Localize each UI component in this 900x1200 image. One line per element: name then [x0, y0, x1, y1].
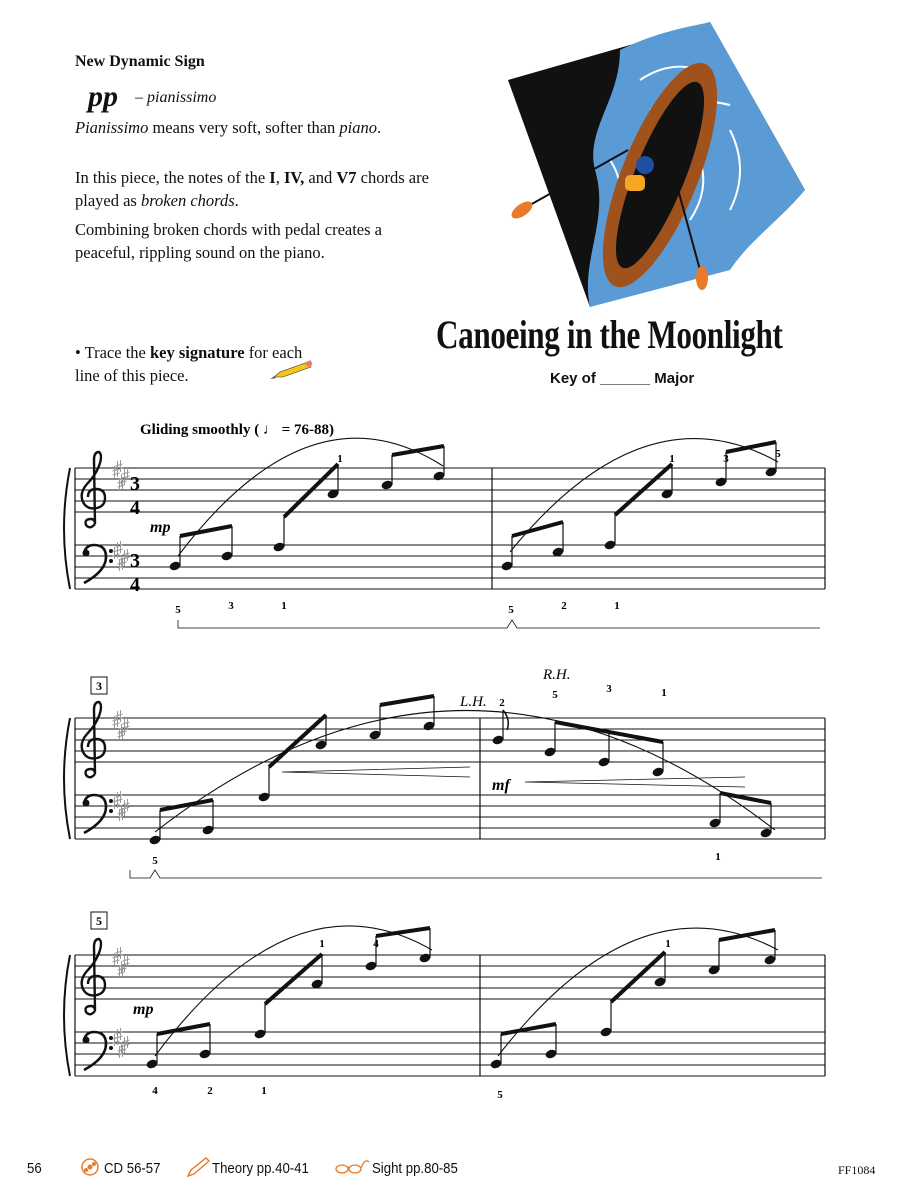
finger-number: 2: [561, 600, 567, 612]
text-run: broken chords: [140, 191, 235, 210]
note-beam: [512, 522, 563, 536]
text-run: chords are played as: [75, 168, 429, 210]
phrase-slur: [510, 439, 778, 552]
bass-clef-icon: [83, 1037, 90, 1044]
bass-clef-icon: [109, 549, 113, 553]
phrase-slur: [498, 928, 778, 1056]
dynamic-mf: mf: [492, 777, 510, 794]
paragraph-pianissimo: [75, 116, 435, 139]
glasses-icon: [334, 1158, 370, 1176]
right-hand-label: R.H.: [543, 667, 571, 683]
time-sig-top: 3: [130, 473, 140, 495]
text-run: and: [304, 168, 337, 187]
finger-number: 1: [715, 851, 721, 863]
key-of-blank: Key of ______ Major: [550, 370, 695, 387]
time-sig-bottom: 4: [130, 497, 140, 519]
measure-number: 5: [96, 914, 102, 928]
text-run: IV,: [283, 168, 305, 187]
finger-number: 1: [319, 938, 325, 950]
paragraph-pedal: [75, 218, 435, 264]
sharp-sign: [113, 952, 120, 965]
text-run: I: [269, 168, 276, 187]
dynamic-mp: mp: [150, 519, 171, 536]
note-beam: [376, 928, 430, 936]
text-run: • Trace the: [75, 343, 150, 362]
sharp-sign: [113, 546, 120, 559]
pp-symbol: pp: [88, 80, 118, 113]
cd-icon: [80, 1157, 100, 1177]
finger-number: 1: [665, 938, 671, 950]
left-hand-label: L.H.: [460, 694, 487, 710]
text-run: Combining broken chords with pedal creates a peaceful, rippling sound on the piano.: [75, 220, 382, 262]
finger-number: 5: [552, 689, 558, 701]
measure-number: 3: [96, 679, 102, 693]
text-run: for each line of this piece.: [75, 343, 303, 385]
brace: [64, 468, 70, 589]
bass-clef-icon: [109, 1046, 113, 1050]
brace: [64, 955, 70, 1076]
sharp-sign: [116, 460, 123, 473]
theory-reference[interactable]: Theory pp.40-41: [212, 1160, 309, 1177]
finger-number: 5: [775, 448, 781, 460]
theory-pencil-icon: [186, 1156, 210, 1178]
cd-reference[interactable]: CD 56-57: [104, 1160, 161, 1177]
sharp-sign: [113, 1033, 120, 1046]
bass-clef-icon: [109, 559, 113, 563]
pp-description: – pianissimo: [135, 89, 217, 106]
text-run: ,: [275, 168, 284, 187]
finger-number: 3: [228, 600, 234, 612]
text-run: In this piece, the notes of the: [75, 168, 270, 187]
finger-number: 2: [207, 1085, 213, 1097]
time-sig-bottom: 4: [130, 574, 140, 596]
sharp-sign: [113, 715, 120, 728]
piece-title: Canoeing in the Moonlight: [436, 312, 783, 357]
finger-number: 1: [614, 600, 620, 612]
finger-number: 5: [497, 1089, 503, 1100]
text-run: .: [234, 191, 239, 210]
bass-clef-icon: [109, 809, 113, 813]
text-run: .: [377, 118, 382, 137]
finger-number: 5: [508, 604, 514, 616]
crescendo-hairpin: [282, 767, 470, 777]
bass-clef-icon: [83, 550, 90, 557]
sharp-sign: [116, 947, 123, 960]
bass-clef-icon: [109, 799, 113, 803]
sharp-sign: [116, 1028, 123, 1041]
text-run: means very soft, softer than: [148, 118, 340, 137]
pencil-icon: [270, 358, 315, 380]
finger-number: 5: [152, 855, 158, 867]
tempo-marking: Gliding smoothly ( ♩ = 76-88): [140, 422, 334, 438]
text-run: key signature: [149, 343, 245, 362]
diminuendo-hairpin: [525, 777, 745, 787]
page-number: 56: [27, 1160, 42, 1177]
finger-number: 1: [669, 453, 675, 465]
bass-clef-icon: [109, 1036, 113, 1040]
sharp-sign: [113, 796, 120, 809]
brace: [64, 718, 70, 839]
sharp-sign: [116, 710, 123, 723]
finger-number: 1: [281, 600, 287, 612]
finger-number: 1: [661, 687, 667, 699]
sharp-sign: [116, 541, 123, 554]
finger-number: 3: [606, 683, 612, 695]
sharp-sign: [113, 465, 120, 478]
finger-number: 5: [175, 604, 181, 616]
publication-code: FF1084: [838, 1163, 876, 1177]
phrase-slur: [155, 926, 432, 1056]
note-beam: [180, 526, 232, 536]
canoe-illustration: [500, 20, 820, 315]
paragraph-broken-chords: [75, 166, 435, 212]
pedal-line: [130, 870, 822, 878]
sharp-sign: [116, 791, 123, 804]
time-sig-top: 3: [130, 550, 140, 572]
note-beam: [392, 446, 444, 455]
finger-number: 4: [373, 938, 379, 950]
sight-reference[interactable]: Sight pp.80-85: [372, 1160, 458, 1177]
bass-clef-icon: [83, 800, 90, 807]
finger-number: 2: [499, 697, 505, 709]
musical-score: [0, 400, 900, 1100]
pedal-line: [178, 620, 820, 628]
finger-number: 1: [337, 453, 343, 465]
phrase-slur: [178, 438, 443, 556]
finger-number: 4: [152, 1085, 158, 1097]
text-run: Pianissimo: [75, 118, 149, 137]
section-heading: New Dynamic Sign: [75, 53, 205, 70]
text-run: piano: [339, 118, 378, 137]
finger-number: 3: [723, 453, 729, 465]
note-beam: [269, 715, 326, 767]
note-beam: [265, 954, 322, 1004]
dynamic-mp: mp: [133, 1001, 154, 1018]
note-beam: [380, 696, 434, 705]
text-run: V7: [336, 168, 357, 187]
finger-number: 1: [261, 1085, 267, 1097]
